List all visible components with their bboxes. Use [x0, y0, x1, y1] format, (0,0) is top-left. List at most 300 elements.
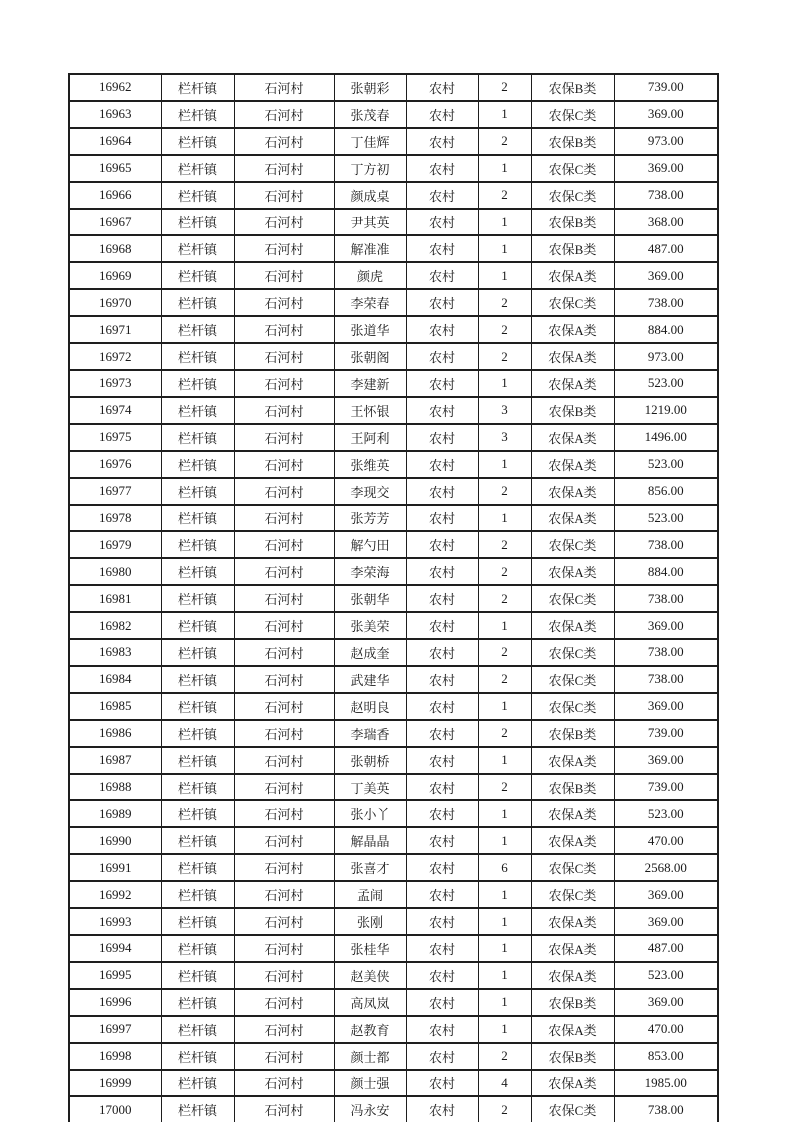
table-cell: 农保A类 [531, 558, 614, 585]
table-cell: 解准准 [334, 235, 406, 262]
table-cell: 冯永安 [334, 1096, 406, 1122]
table-cell: 16987 [69, 747, 161, 774]
table-cell: 农村 [406, 666, 478, 693]
table-cell: 农保A类 [531, 800, 614, 827]
table-cell: 1 [478, 908, 531, 935]
table-cell: 3 [478, 424, 531, 451]
table-cell: 石河村 [234, 1016, 334, 1043]
table-cell: 农村 [406, 1043, 478, 1070]
table-cell: 470.00 [614, 1016, 718, 1043]
table-cell: 石河村 [234, 424, 334, 451]
table-cell: 栏杆镇 [161, 1070, 234, 1097]
table-cell: 2 [478, 1096, 531, 1122]
table-cell: 农村 [406, 316, 478, 343]
table-cell: 16963 [69, 101, 161, 128]
table-cell: 739.00 [614, 720, 718, 747]
table-cell: 农保B类 [531, 774, 614, 801]
table-cell: 农村 [406, 558, 478, 585]
table-cell: 农保B类 [531, 397, 614, 424]
table-cell: 农村 [406, 612, 478, 639]
table-cell: 16969 [69, 262, 161, 289]
table-cell: 石河村 [234, 370, 334, 397]
table-cell: 农保C类 [531, 1096, 614, 1122]
table-cell: 栏杆镇 [161, 720, 234, 747]
table-cell: 张维英 [334, 451, 406, 478]
table-cell: 738.00 [614, 531, 718, 558]
table-cell: 栏杆镇 [161, 235, 234, 262]
table-cell: 李瑞香 [334, 720, 406, 747]
table-cell: 农村 [406, 209, 478, 236]
table-cell: 369.00 [614, 989, 718, 1016]
table-cell: 16977 [69, 478, 161, 505]
table-cell: 16996 [69, 989, 161, 1016]
table-cell: 2 [478, 774, 531, 801]
table-cell: 农村 [406, 343, 478, 370]
table-cell: 孟闹 [334, 881, 406, 908]
table-cell: 农保B类 [531, 1043, 614, 1070]
table-cell: 853.00 [614, 1043, 718, 1070]
table-cell: 石河村 [234, 827, 334, 854]
table-cell: 石河村 [234, 101, 334, 128]
table-cell: 487.00 [614, 935, 718, 962]
table-cell: 1 [478, 1016, 531, 1043]
table-cell: 石河村 [234, 1096, 334, 1122]
table-cell: 石河村 [234, 235, 334, 262]
table-cell: 张朝华 [334, 585, 406, 612]
table-cell: 张道华 [334, 316, 406, 343]
table-cell: 张美荣 [334, 612, 406, 639]
table-cell: 农村 [406, 1070, 478, 1097]
table-cell: 栏杆镇 [161, 478, 234, 505]
table-cell: 农保C类 [531, 155, 614, 182]
table-row [69, 316, 718, 343]
table-cell: 石河村 [234, 74, 334, 101]
table-cell: 2 [478, 531, 531, 558]
table-cell: 16983 [69, 639, 161, 666]
table-cell: 石河村 [234, 989, 334, 1016]
table-row [69, 585, 718, 612]
table-cell: 农保B类 [531, 74, 614, 101]
table-cell: 石河村 [234, 639, 334, 666]
table-cell: 栏杆镇 [161, 182, 234, 209]
table-cell: 16999 [69, 1070, 161, 1097]
table-cell: 农保A类 [531, 262, 614, 289]
table-cell: 369.00 [614, 262, 718, 289]
table-row [69, 209, 718, 236]
table-cell: 栏杆镇 [161, 262, 234, 289]
table-cell: 农村 [406, 182, 478, 209]
table-cell: 农保C类 [531, 693, 614, 720]
table-cell: 2 [478, 585, 531, 612]
table-cell: 1 [478, 800, 531, 827]
table-cell: 石河村 [234, 800, 334, 827]
table-cell: 农保A类 [531, 343, 614, 370]
table-cell: 369.00 [614, 908, 718, 935]
table-row [69, 1070, 718, 1097]
table-cell: 农村 [406, 424, 478, 451]
table-row [69, 451, 718, 478]
table-cell: 石河村 [234, 612, 334, 639]
table-row [69, 908, 718, 935]
table-cell: 石河村 [234, 935, 334, 962]
table-cell: 16968 [69, 235, 161, 262]
table-body [69, 74, 718, 1122]
table-cell: 栏杆镇 [161, 343, 234, 370]
table-cell: 4 [478, 1070, 531, 1097]
table-cell: 石河村 [234, 262, 334, 289]
table-cell: 农保B类 [531, 209, 614, 236]
table-cell: 2 [478, 74, 531, 101]
table-cell: 农保B类 [531, 128, 614, 155]
table-cell: 2 [478, 343, 531, 370]
table-cell: 523.00 [614, 505, 718, 532]
table-cell: 农保A类 [531, 505, 614, 532]
table-cell: 农保C类 [531, 854, 614, 881]
table-cell: 农村 [406, 585, 478, 612]
table-cell: 6 [478, 854, 531, 881]
table-cell: 16991 [69, 854, 161, 881]
table-cell: 石河村 [234, 128, 334, 155]
table-cell: 栏杆镇 [161, 747, 234, 774]
table-cell: 523.00 [614, 800, 718, 827]
table-cell: 解晶晶 [334, 827, 406, 854]
table-cell: 1219.00 [614, 397, 718, 424]
table-cell: 2 [478, 639, 531, 666]
table-cell: 栏杆镇 [161, 800, 234, 827]
table-row [69, 989, 718, 1016]
table-cell: 农保B类 [531, 989, 614, 1016]
table-cell: 农村 [406, 935, 478, 962]
table-cell: 石河村 [234, 397, 334, 424]
table-cell: 栏杆镇 [161, 693, 234, 720]
table-cell: 栏杆镇 [161, 1043, 234, 1070]
table-cell: 16975 [69, 424, 161, 451]
table-cell: 农保B类 [531, 235, 614, 262]
table-cell: 农村 [406, 989, 478, 1016]
table-cell: 尹其英 [334, 209, 406, 236]
table-cell: 农保A类 [531, 451, 614, 478]
table-row [69, 962, 718, 989]
table-cell: 农保B类 [531, 720, 614, 747]
table-cell: 369.00 [614, 693, 718, 720]
table-cell: 1496.00 [614, 424, 718, 451]
table-cell: 16984 [69, 666, 161, 693]
table-cell: 369.00 [614, 747, 718, 774]
table-cell: 1 [478, 262, 531, 289]
table-cell: 栏杆镇 [161, 1016, 234, 1043]
table-cell: 石河村 [234, 343, 334, 370]
table-cell: 李荣春 [334, 289, 406, 316]
table-cell: 739.00 [614, 774, 718, 801]
table-cell: 16974 [69, 397, 161, 424]
table-cell: 张朝桥 [334, 747, 406, 774]
table-cell: 1 [478, 155, 531, 182]
table-cell: 2 [478, 128, 531, 155]
table-cell: 1 [478, 989, 531, 1016]
table-row [69, 800, 718, 827]
table-cell: 农保A类 [531, 827, 614, 854]
table-cell: 16981 [69, 585, 161, 612]
table-row [69, 827, 718, 854]
table-cell: 16998 [69, 1043, 161, 1070]
table-row [69, 935, 718, 962]
table-cell: 农村 [406, 289, 478, 316]
table-cell: 农村 [406, 478, 478, 505]
table-cell: 农保C类 [531, 182, 614, 209]
table-cell: 农村 [406, 639, 478, 666]
table-cell: 487.00 [614, 235, 718, 262]
table-cell: 16967 [69, 209, 161, 236]
table-cell: 16982 [69, 612, 161, 639]
table-row [69, 1016, 718, 1043]
table-row [69, 182, 718, 209]
table-cell: 农村 [406, 800, 478, 827]
table-cell: 石河村 [234, 182, 334, 209]
table-cell: 2 [478, 666, 531, 693]
table-cell: 栏杆镇 [161, 639, 234, 666]
table-cell: 523.00 [614, 370, 718, 397]
table-row [69, 478, 718, 505]
table-cell: 1 [478, 612, 531, 639]
table-cell: 农村 [406, 262, 478, 289]
table-cell: 农保A类 [531, 962, 614, 989]
table-cell: 农保A类 [531, 370, 614, 397]
table-cell: 农保A类 [531, 316, 614, 343]
table-cell: 1 [478, 235, 531, 262]
table-cell: 农保C类 [531, 531, 614, 558]
table-cell: 16995 [69, 962, 161, 989]
table-cell: 16964 [69, 128, 161, 155]
table-row [69, 1043, 718, 1070]
table-cell: 1 [478, 451, 531, 478]
table-cell: 16985 [69, 693, 161, 720]
table-row [69, 101, 718, 128]
table-row [69, 612, 718, 639]
table-cell: 16988 [69, 774, 161, 801]
table-cell: 369.00 [614, 881, 718, 908]
table-cell: 栏杆镇 [161, 1096, 234, 1122]
table-cell: 李建新 [334, 370, 406, 397]
table-cell: 1 [478, 827, 531, 854]
table-cell: 石河村 [234, 505, 334, 532]
table-cell: 农保C类 [531, 289, 614, 316]
table-cell: 农村 [406, 881, 478, 908]
table-cell: 农村 [406, 693, 478, 720]
table-cell: 973.00 [614, 343, 718, 370]
table-cell: 856.00 [614, 478, 718, 505]
table-cell: 农保A类 [531, 908, 614, 935]
table-cell: 李荣海 [334, 558, 406, 585]
table-cell: 农保C类 [531, 881, 614, 908]
table-cell: 523.00 [614, 451, 718, 478]
table-row [69, 693, 718, 720]
table-cell: 张茂春 [334, 101, 406, 128]
table-cell: 738.00 [614, 182, 718, 209]
table-cell: 农村 [406, 908, 478, 935]
table-cell: 1985.00 [614, 1070, 718, 1097]
table-row [69, 854, 718, 881]
table-cell: 368.00 [614, 209, 718, 236]
table-cell: 农保A类 [531, 612, 614, 639]
table-cell: 1 [478, 505, 531, 532]
table-cell: 武建华 [334, 666, 406, 693]
table-cell: 1 [478, 747, 531, 774]
table-row [69, 343, 718, 370]
table-row [69, 881, 718, 908]
table-cell: 栏杆镇 [161, 531, 234, 558]
table-cell: 栏杆镇 [161, 209, 234, 236]
table-cell: 2 [478, 316, 531, 343]
table-row [69, 289, 718, 316]
table-cell: 石河村 [234, 693, 334, 720]
table-row [69, 424, 718, 451]
table-cell: 农村 [406, 774, 478, 801]
table-cell: 1 [478, 881, 531, 908]
table-cell: 16972 [69, 343, 161, 370]
table-cell: 农保A类 [531, 478, 614, 505]
table-row [69, 747, 718, 774]
table-cell: 石河村 [234, 316, 334, 343]
table-cell: 石河村 [234, 209, 334, 236]
table-cell: 栏杆镇 [161, 827, 234, 854]
table-row [69, 235, 718, 262]
table-cell: 丁佳辉 [334, 128, 406, 155]
table-cell: 李现交 [334, 478, 406, 505]
table-cell: 16965 [69, 155, 161, 182]
table-cell: 农村 [406, 397, 478, 424]
table-cell: 石河村 [234, 289, 334, 316]
table-cell: 赵美侠 [334, 962, 406, 989]
table-cell: 栏杆镇 [161, 962, 234, 989]
table-cell: 石河村 [234, 854, 334, 881]
table-row [69, 666, 718, 693]
table-cell: 1 [478, 962, 531, 989]
table-cell: 栏杆镇 [161, 74, 234, 101]
table-row [69, 262, 718, 289]
table-cell: 石河村 [234, 558, 334, 585]
table-cell: 王怀银 [334, 397, 406, 424]
table-cell: 农村 [406, 854, 478, 881]
table-cell: 16971 [69, 316, 161, 343]
table-cell: 738.00 [614, 639, 718, 666]
table-cell: 农村 [406, 747, 478, 774]
table-cell: 369.00 [614, 612, 718, 639]
table-cell: 石河村 [234, 1043, 334, 1070]
table-cell: 738.00 [614, 585, 718, 612]
table-cell: 栏杆镇 [161, 935, 234, 962]
table-cell: 884.00 [614, 558, 718, 585]
table-cell: 农村 [406, 128, 478, 155]
table-cell: 张小丫 [334, 800, 406, 827]
table-cell: 丁方初 [334, 155, 406, 182]
table-cell: 栏杆镇 [161, 666, 234, 693]
table-cell: 16978 [69, 505, 161, 532]
table-cell: 2 [478, 720, 531, 747]
table-cell: 738.00 [614, 1096, 718, 1122]
table-cell: 栏杆镇 [161, 612, 234, 639]
table-cell: 16993 [69, 908, 161, 935]
table-cell: 16986 [69, 720, 161, 747]
table-cell: 16979 [69, 531, 161, 558]
table-cell: 栏杆镇 [161, 101, 234, 128]
table-row [69, 531, 718, 558]
table-cell: 16973 [69, 370, 161, 397]
table-cell: 栏杆镇 [161, 451, 234, 478]
table-cell: 738.00 [614, 289, 718, 316]
table-cell: 1 [478, 209, 531, 236]
table-cell: 张芳芳 [334, 505, 406, 532]
table-cell: 农村 [406, 235, 478, 262]
table-cell: 2 [478, 1043, 531, 1070]
table-cell: 470.00 [614, 827, 718, 854]
table-row [69, 74, 718, 101]
table-row [69, 370, 718, 397]
table-cell: 2 [478, 182, 531, 209]
table-cell: 738.00 [614, 666, 718, 693]
table-cell: 张刚 [334, 908, 406, 935]
table-cell: 石河村 [234, 155, 334, 182]
table-row [69, 720, 718, 747]
table-cell: 农村 [406, 1096, 478, 1122]
table-cell: 16962 [69, 74, 161, 101]
table-row [69, 558, 718, 585]
table-cell: 农保A类 [531, 1070, 614, 1097]
table-cell: 栏杆镇 [161, 558, 234, 585]
table-cell: 16980 [69, 558, 161, 585]
table-cell: 栏杆镇 [161, 881, 234, 908]
table-cell: 16997 [69, 1016, 161, 1043]
table-cell: 农村 [406, 155, 478, 182]
table-cell: 1 [478, 935, 531, 962]
table-cell: 石河村 [234, 585, 334, 612]
table-cell: 赵明良 [334, 693, 406, 720]
table-row [69, 128, 718, 155]
table-cell: 农村 [406, 531, 478, 558]
table-cell: 369.00 [614, 155, 718, 182]
table-cell: 石河村 [234, 451, 334, 478]
table-cell: 369.00 [614, 101, 718, 128]
table-cell: 农村 [406, 720, 478, 747]
table-cell: 1 [478, 693, 531, 720]
table-cell: 栏杆镇 [161, 155, 234, 182]
table-cell: 1 [478, 370, 531, 397]
table-cell: 颜士强 [334, 1070, 406, 1097]
table-cell: 解勺田 [334, 531, 406, 558]
table-cell: 16990 [69, 827, 161, 854]
table-cell: 3 [478, 397, 531, 424]
table-cell: 农保A类 [531, 424, 614, 451]
table-cell: 523.00 [614, 962, 718, 989]
table-cell: 石河村 [234, 881, 334, 908]
table-row [69, 1096, 718, 1122]
table-cell: 石河村 [234, 666, 334, 693]
table-cell: 农村 [406, 505, 478, 532]
table-cell: 农村 [406, 1016, 478, 1043]
table-cell: 农保C类 [531, 585, 614, 612]
table-cell: 农保A类 [531, 935, 614, 962]
table-cell: 石河村 [234, 908, 334, 935]
table-cell: 张朝彩 [334, 74, 406, 101]
table-cell: 农保A类 [531, 1016, 614, 1043]
table-cell: 农村 [406, 451, 478, 478]
table-cell: 884.00 [614, 316, 718, 343]
table-cell: 农村 [406, 370, 478, 397]
table-cell: 农保C类 [531, 639, 614, 666]
table-cell: 张朝阁 [334, 343, 406, 370]
table-cell: 颜虎 [334, 262, 406, 289]
table-cell: 赵教育 [334, 1016, 406, 1043]
table-cell: 17000 [69, 1096, 161, 1122]
